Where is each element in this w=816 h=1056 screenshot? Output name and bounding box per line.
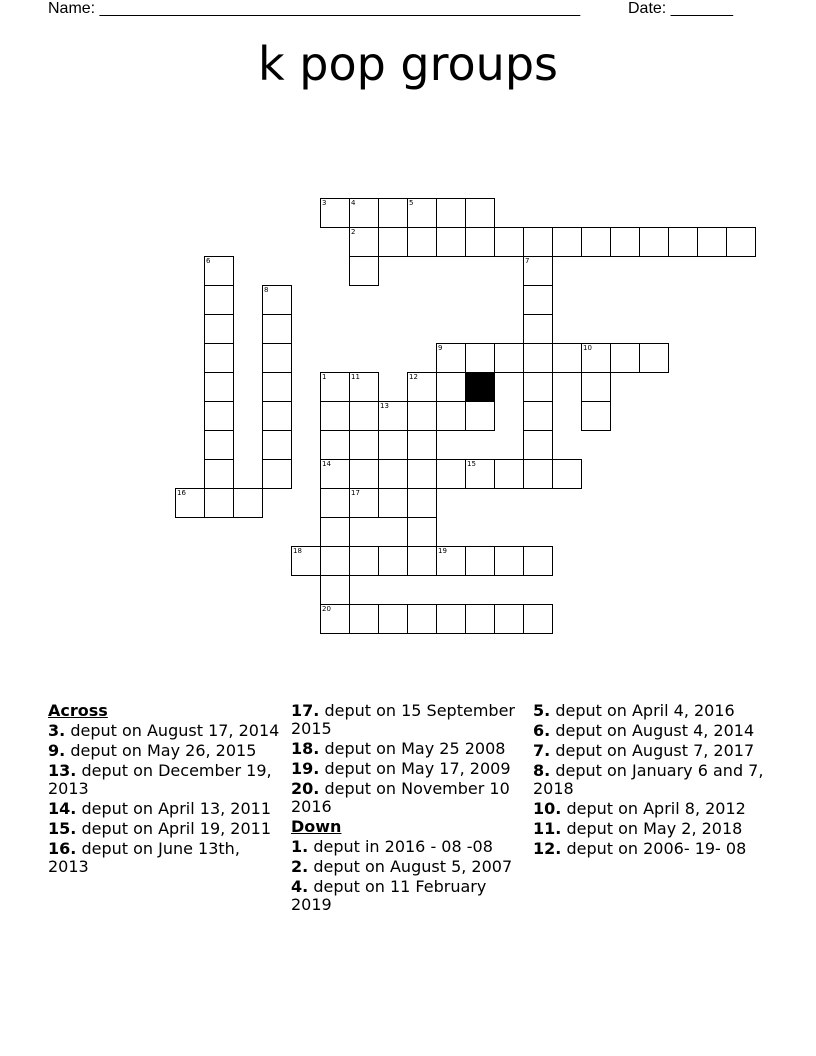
clue-down-6: 6. deput on August 4, 2014 [533, 721, 755, 740]
crossword-cell[interactable] [233, 488, 263, 518]
crossword-cell[interactable] [465, 401, 495, 431]
clues-column-3 [533, 702, 769, 860]
crossword-cell[interactable] [407, 401, 437, 431]
crossword-cell[interactable] [552, 343, 582, 373]
crossword-cell[interactable] [610, 343, 640, 373]
crossword-cell[interactable] [465, 604, 495, 634]
clue-number: 14 [322, 460, 331, 468]
clue-down-10: 10. deput on April 8, 2012 [533, 799, 746, 818]
crossword-block [465, 372, 495, 402]
crossword-cell[interactable] [465, 343, 495, 373]
name-field-label: Name: ______________________________________________________ [48, 0, 581, 17]
crossword-cell[interactable] [407, 459, 437, 489]
clue-number: 15 [467, 460, 476, 468]
crossword-cell[interactable] [523, 459, 553, 489]
clue-across-14: 14. deput on April 13, 2011 [48, 799, 272, 818]
crossword-cell[interactable] [494, 546, 524, 576]
clue-number: 1 [322, 373, 327, 381]
clue-down-11: 11. deput on May 2, 2018 [533, 819, 743, 838]
crossword-cell[interactable] [494, 227, 524, 257]
crossword-cell[interactable] [320, 575, 350, 605]
crossword-cell[interactable] [523, 604, 553, 634]
clue-number: 11 [351, 373, 360, 381]
crossword-cell[interactable] [378, 227, 408, 257]
clue-down-8: 8. deput on January 6 and 7, 2018 [533, 761, 764, 798]
crossword-cell[interactable] [436, 343, 466, 373]
clue-number: 3 [322, 199, 327, 207]
crossword-cell[interactable] [407, 227, 437, 257]
clue-across-13: 13. deput on December 19, 2013 [48, 761, 272, 798]
clue-number: 17 [351, 489, 360, 497]
crossword-cell[interactable] [204, 372, 234, 402]
crossword-cell[interactable] [204, 285, 234, 315]
clue-across-16: 16. deput on June 13th, 2013 [48, 839, 240, 876]
crossword-cell[interactable] [349, 459, 379, 489]
crossword-cell[interactable] [204, 488, 234, 518]
clues-column-1 [48, 702, 284, 878]
crossword-cell[interactable] [407, 488, 437, 518]
clue-number: 5 [409, 199, 414, 207]
clue-number: 6 [206, 257, 211, 265]
crossword-cell[interactable] [349, 546, 379, 576]
crossword-cell[interactable] [320, 546, 350, 576]
crossword-cell[interactable] [378, 488, 408, 518]
clue-number: 7 [525, 257, 530, 265]
crossword-cell[interactable] [204, 343, 234, 373]
crossword-cell[interactable] [494, 343, 524, 373]
crossword-cell[interactable] [320, 430, 350, 460]
crossword-cell[interactable] [204, 459, 234, 489]
date-field-label: Date: _______ [628, 0, 733, 17]
crossword-cell[interactable] [320, 459, 350, 489]
crossword-cell[interactable] [523, 546, 553, 576]
clue-number: 20 [322, 605, 331, 613]
crossword-cell[interactable] [726, 227, 756, 257]
crossword-cell[interactable] [262, 430, 292, 460]
crossword-cell[interactable] [262, 314, 292, 344]
crossword-cell[interactable] [204, 314, 234, 344]
crossword-cell[interactable] [320, 198, 350, 228]
crossword-cell[interactable] [523, 314, 553, 344]
crossword-cell[interactable] [436, 604, 466, 634]
crossword-cell[interactable] [320, 604, 350, 634]
crossword-cell[interactable] [639, 227, 669, 257]
crossword-cell[interactable] [436, 198, 466, 228]
crossword-cell[interactable] [552, 227, 582, 257]
crossword-cell[interactable] [465, 459, 495, 489]
crossword-cell[interactable] [349, 430, 379, 460]
crossword-cell[interactable] [378, 604, 408, 634]
clue-number: 19 [438, 547, 447, 555]
crossword-cell[interactable] [291, 546, 321, 576]
clue-across-15: 15. deput on April 19, 2011 [48, 819, 272, 838]
crossword-cell[interactable] [465, 546, 495, 576]
clue-number: 13 [380, 402, 389, 410]
crossword-cell[interactable] [436, 459, 466, 489]
crossword-cell[interactable] [523, 285, 553, 315]
crossword-cell[interactable] [465, 198, 495, 228]
clue-down-1: 1. deput in 2016 - 08 -08 [291, 837, 493, 856]
crossword-cell[interactable] [349, 198, 379, 228]
crossword-cell[interactable] [262, 343, 292, 373]
puzzle-title: k pop groups [258, 37, 558, 91]
crossword-cell[interactable] [581, 227, 611, 257]
clue-number: 10 [583, 344, 592, 352]
crossword-cell[interactable] [523, 372, 553, 402]
crossword-cell[interactable] [523, 227, 553, 257]
crossword-cell[interactable] [320, 488, 350, 518]
clue-across-20: 20. deput on November 10 2016 [291, 779, 510, 816]
across-heading: Across [48, 701, 108, 720]
crossword-cell[interactable] [581, 343, 611, 373]
crossword-cell[interactable] [320, 401, 350, 431]
clue-number: 12 [409, 373, 418, 381]
crossword-cell[interactable] [523, 256, 553, 286]
crossword-cell[interactable] [407, 546, 437, 576]
crossword-cell[interactable] [465, 227, 495, 257]
clue-down-7: 7. deput on August 7, 2017 [533, 741, 755, 760]
crossword-cell[interactable] [523, 401, 553, 431]
crossword-cell[interactable] [349, 227, 379, 257]
crossword-cell[interactable] [204, 430, 234, 460]
down-heading: Down [291, 817, 342, 836]
crossword-cell[interactable] [494, 604, 524, 634]
clue-number: 18 [293, 547, 302, 555]
crossword-cell[interactable] [407, 198, 437, 228]
crossword-cell[interactable] [581, 401, 611, 431]
clue-number: 8 [264, 286, 269, 294]
crossword-cell[interactable] [639, 343, 669, 373]
crossword-cell[interactable] [407, 604, 437, 634]
crossword-cell[interactable] [668, 227, 698, 257]
crossword-cell[interactable] [436, 227, 466, 257]
crossword-cell[interactable] [552, 459, 582, 489]
crossword-cell[interactable] [697, 227, 727, 257]
crossword-cell[interactable] [407, 517, 437, 547]
crossword-cell[interactable] [262, 285, 292, 315]
clue-down-5: 5. deput on April 4, 2016 [533, 701, 735, 720]
crossword-cell[interactable] [407, 430, 437, 460]
crossword-cell[interactable] [378, 546, 408, 576]
clue-down-12: 12. deput on 2006- 19- 08 [533, 839, 747, 858]
crossword-cell[interactable] [204, 256, 234, 286]
crossword-cell[interactable] [262, 401, 292, 431]
crossword-cell[interactable] [523, 430, 553, 460]
clue-across-3: 3. deput on August 17, 2014 [48, 721, 280, 740]
crossword-cell[interactable] [610, 227, 640, 257]
crossword-cell[interactable] [320, 517, 350, 547]
clue-number: 9 [438, 344, 443, 352]
crossword-cell[interactable] [378, 198, 408, 228]
crossword-cell[interactable] [262, 459, 292, 489]
crossword-cell[interactable] [407, 372, 437, 402]
crossword-cell[interactable] [378, 459, 408, 489]
crossword-cell[interactable] [262, 372, 292, 402]
crossword-cell[interactable] [349, 604, 379, 634]
crossword-cell[interactable] [204, 401, 234, 431]
crossword-cell[interactable] [349, 372, 379, 402]
clue-across-19: 19. deput on May 17, 2009 [291, 759, 511, 778]
crossword-cell[interactable] [436, 401, 466, 431]
clue-number: 4 [351, 199, 356, 207]
clue-down-4: 4. deput on 11 February 2019 [291, 877, 487, 914]
crossword-cell[interactable] [175, 488, 205, 518]
crossword-cell[interactable] [378, 401, 408, 431]
crossword-cell[interactable] [349, 401, 379, 431]
crossword-cell[interactable] [320, 372, 350, 402]
clue-down-2: 2. deput on August 5, 2007 [291, 857, 513, 876]
clue-number: 16 [177, 489, 186, 497]
crossword-cell[interactable] [523, 343, 553, 373]
crossword-cell[interactable] [349, 488, 379, 518]
crossword-cell[interactable] [349, 256, 379, 286]
clue-across-18: 18. deput on May 25 2008 [291, 739, 506, 758]
clues-column-2 [291, 702, 527, 916]
clue-across-17: 17. deput on 15 September 2015 [291, 701, 515, 738]
clue-number: 2 [351, 228, 356, 236]
crossword-cell[interactable] [436, 546, 466, 576]
crossword-cell[interactable] [494, 459, 524, 489]
crossword-cell[interactable] [581, 372, 611, 402]
clue-across-9: 9. deput on May 26, 2015 [48, 741, 257, 760]
